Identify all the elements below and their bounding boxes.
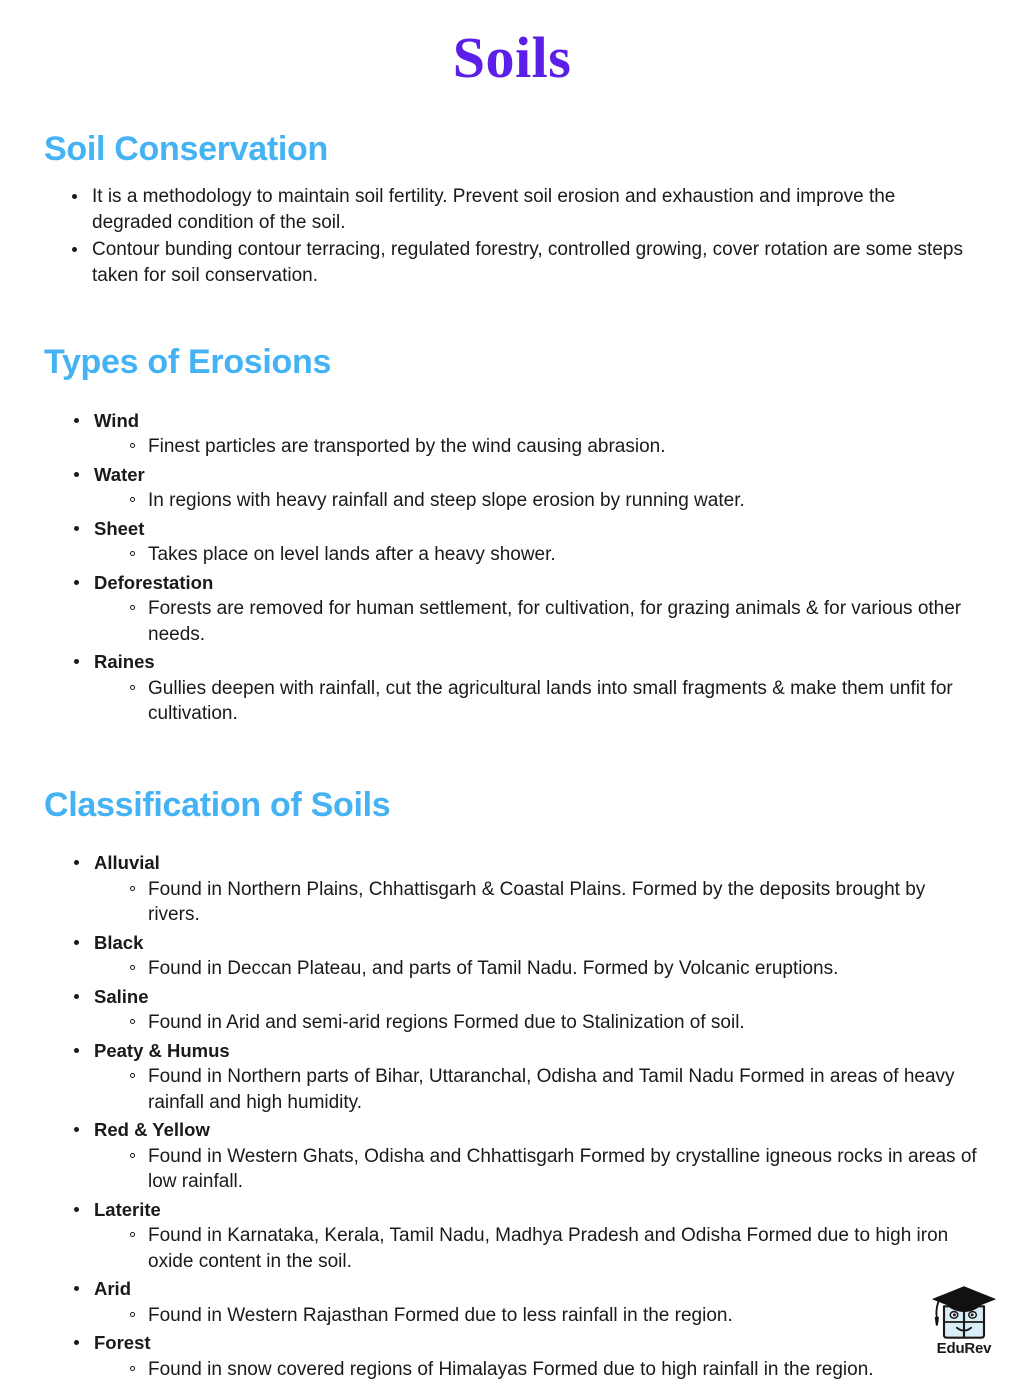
- sub-list-item: Found in Karnataka, Kerala, Tamil Nadu, Madhya Pradesh and Odisha Formed due to high iron oxide content in the soil.: [126, 1223, 980, 1274]
- sub-list-item: Found in Western Ghats, Odisha and Chhattisgarh Formed by crystalline igneous rocks in areas of low rainfall.: [126, 1144, 980, 1195]
- sub-list: [94, 488, 980, 514]
- edurev-logo[interactable]: [922, 1282, 1006, 1357]
- list-item-term: Wind: [94, 409, 140, 431]
- list-item: [68, 1117, 980, 1195]
- section-heading-soil-conservation: Soil Conservation: [44, 129, 328, 168]
- sub-list: [94, 1144, 980, 1195]
- list-item-term: Black: [94, 931, 144, 953]
- section-heading-classification-of-soils: Classification of Soils: [44, 785, 391, 824]
- sub-list: [94, 1223, 980, 1274]
- list-item-term: Laterite: [94, 1198, 161, 1220]
- sub-list-item: Found in Northern Plains, Chhattisgarh & Coastal Plains. Formed by the deposits brought by rivers.: [126, 877, 980, 928]
- list-item-term: Saline: [94, 985, 149, 1007]
- list-item: [68, 1038, 980, 1116]
- sub-list: [94, 877, 980, 928]
- list-item-term: Peaty & Humus: [94, 1039, 230, 1061]
- list-item: [66, 184, 980, 235]
- sub-list: [94, 542, 980, 568]
- list-item: [68, 984, 980, 1036]
- sub-list-item: Found in Northern parts of Bihar, Uttaranchal, Odisha and Tamil Nadu Formed in areas of heavy rainfall and high humidity.: [126, 1064, 980, 1115]
- list-item: [68, 462, 980, 514]
- list-item: [66, 237, 980, 288]
- list-item: [68, 570, 980, 648]
- list-item: [68, 1197, 980, 1275]
- soil-conservation-list: [44, 184, 980, 288]
- list-item: [68, 649, 980, 727]
- sub-list: [94, 956, 980, 982]
- types-of-erosions-list: [44, 408, 980, 727]
- list-item-term: Water: [94, 463, 145, 485]
- sub-list: [94, 676, 980, 727]
- sub-list: [94, 434, 980, 460]
- sub-list-item: Found in Western Rajasthan Formed due to less rainfall in the region.: [126, 1303, 980, 1329]
- sub-list-item: Found in Arid and semi-arid regions Formed due to Stalinization of soil.: [126, 1010, 980, 1036]
- section-heading-types-of-erosions: Types of Erosions: [44, 343, 332, 382]
- list-item: [68, 850, 980, 928]
- list-item-term: Deforestation: [94, 571, 214, 593]
- classification-of-soils-list: [44, 850, 980, 1382]
- list-item: [68, 1330, 980, 1382]
- list-item-text: Contour bunding contour terracing, regulated forestry, controlled growing, cover rotation are some steps taken for soil conservation.: [92, 239, 963, 286]
- page-title: Soils: [452, 25, 572, 90]
- sub-list: [94, 596, 980, 647]
- sub-list: [94, 1064, 980, 1115]
- sub-list-item: Finest particles are transported by the wind causing abrasion.: [126, 434, 980, 460]
- sub-list-item: Found in Deccan Plateau, and parts of Tamil Nadu. Formed by Volcanic eruptions.: [126, 956, 980, 982]
- sub-list-item: Gullies deepen with rainfall, cut the agricultural lands into small fragments & make them unfit for cultivation.: [126, 676, 980, 727]
- sub-list: [94, 1357, 980, 1382]
- sub-list: [94, 1303, 980, 1329]
- list-item-term: Alluvial: [94, 852, 160, 874]
- sub-list: [94, 1010, 980, 1036]
- sub-list-item: Forests are removed for human settlement, for cultivation, for grazing animals & for various other needs.: [126, 596, 980, 647]
- graduation-cap-book-icon: [928, 1282, 1000, 1342]
- list-item-text: It is a methodology to maintain soil fertility. Prevent soil erosion and exhaustion and improve the degraded condition of the soil.: [92, 186, 896, 233]
- list-item-term: Forest: [94, 1332, 151, 1354]
- list-item: [68, 408, 980, 460]
- sub-list-item: Found in snow covered regions of Himalayas Formed due to high rainfall in the region.: [126, 1357, 980, 1382]
- list-item-term: Red & Yellow: [94, 1119, 210, 1141]
- list-item-term: Sheet: [94, 517, 145, 539]
- list-item: [68, 1276, 980, 1328]
- list-item: [68, 516, 980, 568]
- sub-list-item: Takes place on level lands after a heavy shower.: [126, 542, 980, 568]
- list-item-term: Arid: [94, 1278, 131, 1300]
- list-item: [68, 930, 980, 982]
- sub-list-item: In regions with heavy rainfall and steep slope erosion by running water.: [126, 488, 980, 514]
- logo-text: EduRev: [936, 1340, 992, 1357]
- list-item-term: Raines: [94, 651, 155, 673]
